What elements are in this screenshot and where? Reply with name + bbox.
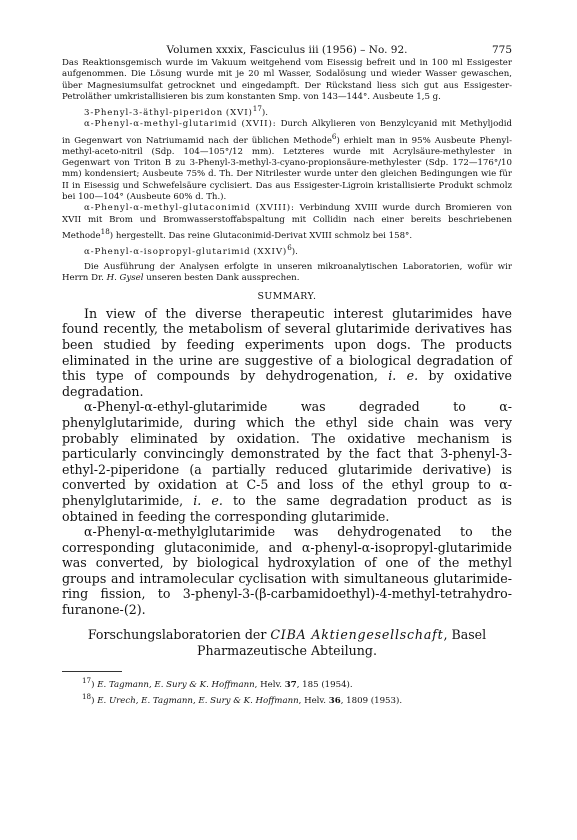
footnote-journal: , Helv.	[298, 695, 329, 706]
affiliation	[62, 627, 512, 659]
compound-xviii-entry	[62, 203, 512, 242]
running-header	[62, 44, 512, 58]
ack-text-1: Die Ausführung der Analysen erfolgte in unseren mikroanalytischen Laboratorien, wofür wir Herrn Dr.	[62, 262, 512, 284]
entry-end: .	[265, 108, 268, 119]
summary-paragraph-3: α-Phenyl-α-methylglutarimide was dehydrogenated to the corresponding glutaconimide, and α-phenyl-α-isopropyl-glutarimide was converted, by biological hydroxylation of one of the methyl groups and intramolecular cyclisation with simultaneous glutarimide-ring fission, to 3-phenyl-3-(β-carbamidoethyl)-4-methyl-tetrahydro-furanone-(2).	[62, 524, 512, 618]
footnote-rest: , 185 (1954).	[296, 679, 353, 690]
ack-text-2: unseren besten Dank aussprechen.	[143, 273, 300, 284]
footnote-authors: E. Tagmann, E. Sury & K. Hoffmann	[97, 679, 255, 690]
compound-xvii-text-1: Durch Alkylieren von Benzylcyanid mit Methyljodid in Gegenwart von Natriumamid nach der üblichen Methode	[62, 119, 512, 146]
footnote-volume: 36	[328, 695, 341, 706]
acknowledgement	[62, 262, 512, 285]
affiliation-line-2: Pharmazeutische Abteilung.	[197, 642, 377, 658]
summary-paragraph-2	[62, 399, 512, 524]
summary-1-text-b: by oxidative degradation.	[62, 368, 512, 399]
footnote-number: 17	[82, 675, 92, 685]
footnote-ref: 6	[287, 243, 292, 253]
summary-1-ie: i. e.	[388, 368, 419, 384]
journal-page	[62, 44, 512, 706]
running-title: Volumen xxxix, Fasciculus iii (1956) – No. 92.	[166, 44, 408, 56]
affiliation-firm: CIBA Aktiengesellschaft	[270, 626, 444, 642]
footnote-ref: 6	[331, 131, 337, 141]
footnote-rule	[62, 671, 122, 672]
compound-xxiv-name: α-Phenyl-α-isopropyl-glutarimid	[84, 246, 251, 257]
summary-2-text-b: to the same degradation product as is obtained in feeding the corresponding glutarimide.	[62, 492, 512, 524]
affiliation-line-1b: , Basel	[443, 626, 487, 642]
compound-xxiv-entry	[62, 242, 512, 258]
ack-person: H. Gysel	[106, 273, 144, 284]
footnote-authors: E. Urech, E. Tagmann, E. Sury & K. Hoffmann	[97, 695, 299, 706]
summary-heading: SUMMARY.	[257, 290, 317, 302]
compound-xvii-label: (XVII):	[241, 119, 277, 130]
summary-1-text-a: In view of the diverse therapeutic interest glutarimides have found recently, the metabolism of several glutarimide derivatives has been studied by feeding experiments upon dogs. The products eliminated in the urine are suggestive of a biological degradation of this type of compounds by dehydrogenation,	[62, 305, 512, 384]
body-paragraph-1: Das Reaktionsgemisch wurde im Vakuum weitgehend vom Eisessig befreit und in 100 ml Essigester aufgenommen. Die Lösung wurde mit je 20 ml Wasser, Sodalösung und wieder Wasser gewaschen, über Magnesiumsulfat getrocknet und eingedampft. Der Rückstand liess sich gut aus Essigester-Petroläther umkristallisieren bis zum konstanten Smp. von 143—144°. Ausbeute 1,5 g.	[62, 58, 512, 102]
footnote-journal: , Helv.	[254, 679, 285, 690]
footnote-ref: 17	[252, 104, 262, 114]
footnote-ref: 18	[100, 226, 110, 236]
entry-end: ).	[291, 246, 298, 257]
compound-xvi-label: (XVI)	[225, 108, 253, 119]
compound-xvi-name: 3-Phenyl-3-äthyl-piperidon	[84, 108, 224, 119]
compound-xxiv-label: (XXIV)	[253, 246, 288, 257]
affiliation-line-1a: Forschungslaboratorien der	[87, 626, 271, 642]
compound-xvii-name: α-Phenyl-α-methyl-glutarimid	[84, 119, 238, 130]
summary-2-ie: i. e.	[193, 492, 223, 508]
footnote-18: $^{18}$) E. Urech, E. Tagmann, E. Sury & K. Hoffmann, Helv. 36, 1809 (1953).	[82, 691, 403, 706]
footnote-17: $^{17}$) E. Tagmann, E. Sury & K. Hoffmann, Helv. 37, 185 (1954).	[82, 675, 353, 690]
compound-xvi-entry: 3-Phenyl-3-äthyl-piperidon (XVI)$^{17}$).	[84, 104, 268, 119]
compound-xviii-name: α-Phenyl-α-methyl-glutaconimid	[84, 203, 251, 214]
compound-xvii-text-2: ) erhielt man in 95% Ausbeute Phenyl-methyl-aceto-nitril (Sdp. 104—105°/12 mm). Letzteres wurde mit Acrylsäure-methylester in Gegenwart von Triton B zu 3-Phenyl-3-methyl-3-cyano-propionsäure-methylester (Sdp. 172—176°/10 mm) kondensiert; Ausbeute 75% d. Th. Der Nitrilester wurde unter den gleichen Bedingungen wie für II in Eisessig und Schwefelsäure cyclisiert. Das aus Essigester-Ligroin kristallisierte Produkt schmolz bei 100—104° (Ausbeute 60% d. Th.).	[62, 135, 512, 202]
footnote-number: 18	[82, 691, 92, 701]
summary-paragraph-1	[62, 306, 512, 400]
compound-xviii-text-2: ) hergestellt. Das reine Glutaconimid-Derivat XVIII schmolz bei 158°.	[109, 230, 413, 241]
footnote-volume: 37	[284, 679, 297, 690]
compound-xviii-text-1: Verbindung XVIII wurde durch Bromieren von XVII mit Brom und Bromwasserstoffabspaltung mit Collidin nach einer bereits beschriebenen Methode	[62, 203, 512, 241]
summary-2-text-a: α-Phenyl-α-ethyl-glutarimide was degraded to α-phenylglutarimide, during which the ethyl side chain was very probably eliminated by oxidation. The oxidative mechanism is particularly convincingly demonstrated by the fact that 3-phenyl-3-ethyl-2-piperidone (a partially reduced glutarimide derivative) is converted by oxidation at C-5 and loss of the ethyl group to α-phenylglutarimide,	[62, 399, 512, 508]
page-number: 775	[491, 44, 512, 56]
compound-xviii-label: (XVIII):	[255, 203, 295, 214]
compound-xvii-entry	[62, 119, 512, 203]
footnote-rest: , 1809 (1953).	[340, 695, 403, 706]
